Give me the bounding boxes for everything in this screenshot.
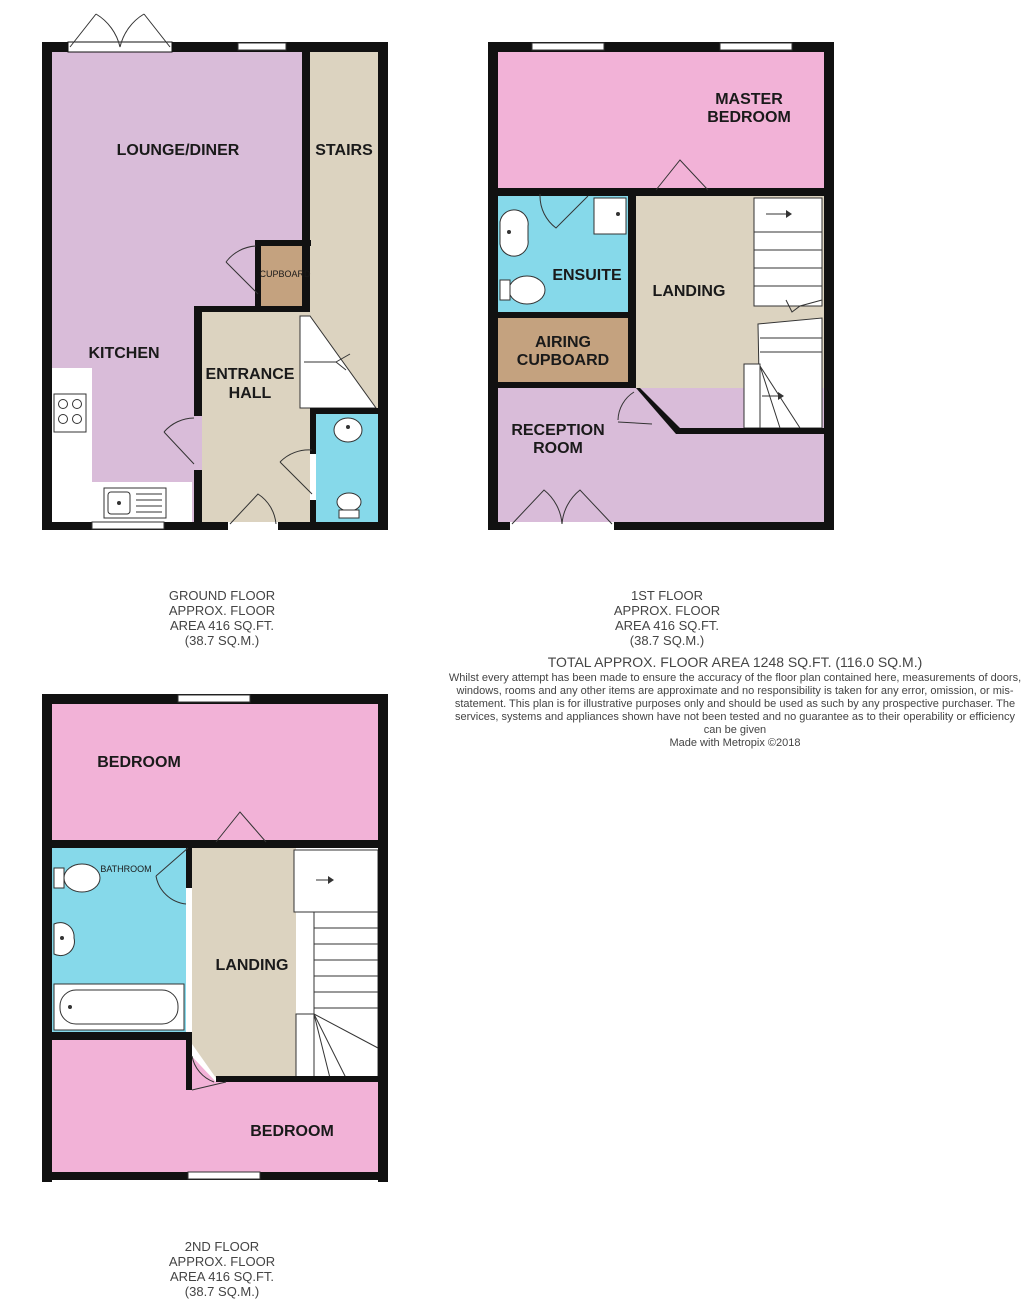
airing-cupboard-label-line2: CUPBOARD [516,352,610,369]
entrance-hall-label-line1: ENTRANCE [205,366,295,383]
caption-line: (38.7 SQ.M.) [184,633,260,648]
caption-line: 1ST FLOOR [630,588,703,603]
sink-icon [104,488,166,518]
landing-label-second: LANDING [215,957,289,974]
reception-room-label-line2: ROOM [533,440,583,457]
kitchen-window [92,522,164,529]
ground-floor-caption [122,588,322,648]
entrance-hall-room [202,310,310,522]
caption-line: AREA 416 SQ.FT. [169,618,275,633]
second-floor-caption [122,1239,322,1299]
rear-window [238,43,286,50]
ensuite-label: ENSUITE [552,267,622,284]
caption-line: (38.7 SQ.M.) [629,633,705,648]
ground-floor-plan [42,14,388,530]
bedroom-top-label: BEDROOM [97,754,181,771]
master-bedroom-label-line2: BEDROOM [707,109,791,126]
caption-line: APPROX. FLOOR [168,1254,276,1269]
bedroom-top-room [52,704,378,840]
disclaimer-text [445,672,1024,750]
cupboard-label: CUPBOARD [259,269,311,279]
second-floor-stairs [294,850,378,1078]
hob-icon [54,394,86,432]
second-floor-plan [42,694,388,1182]
disclaimer-body: Whilst every attempt has been made to ensure the accuracy of the floor plan contained here, measurements of doors, windows, rooms and any other items are approximate and no responsibility is taken for any error, omission, or mis-statement. This plan is for illustrative purposes only and should be used as such by any prospective purchaser. The services, systems and appliances shown have not been tested and no guarantee as to their operability or efficiency can be given [448,672,1022,736]
caption-line: AREA 416 SQ.FT. [169,1269,275,1284]
reception-room-label-line1: RECEPTION [511,422,605,439]
kitchen-label: KITCHEN [88,345,160,362]
caption-line: APPROX. FLOOR [168,603,276,618]
front-door-opening [228,522,278,530]
caption-line: AREA 416 SQ.FT. [614,618,720,633]
stairs-label: STAIRS [315,142,373,159]
landing-label-first: LANDING [652,283,726,300]
airing-cupboard-label-line1: AIRING [535,334,591,351]
master-bedroom-label-line1: MASTER [715,91,783,108]
first-floor-plan [488,42,834,530]
caption-line: GROUND FLOOR [168,588,276,603]
first-floor-caption [567,588,767,648]
total-floor-area: TOTAL APPROX. FLOOR AREA 1248 SQ.FT. (116.0 SQ.M.) [547,654,923,670]
caption-line: APPROX. FLOOR [613,603,721,618]
caption-line: 2ND FLOOR [184,1239,260,1254]
caption-line: (38.7 SQ.M.) [184,1284,260,1299]
entrance-hall-label-line2: HALL [228,385,272,402]
bedroom-bottom-label: BEDROOM [250,1123,334,1140]
made-with-credit: Made with Metropix ©2018 [669,737,801,749]
lounge-diner-label: LOUNGE/DINER [116,142,240,159]
bathroom-label: BATHROOM [100,864,152,874]
